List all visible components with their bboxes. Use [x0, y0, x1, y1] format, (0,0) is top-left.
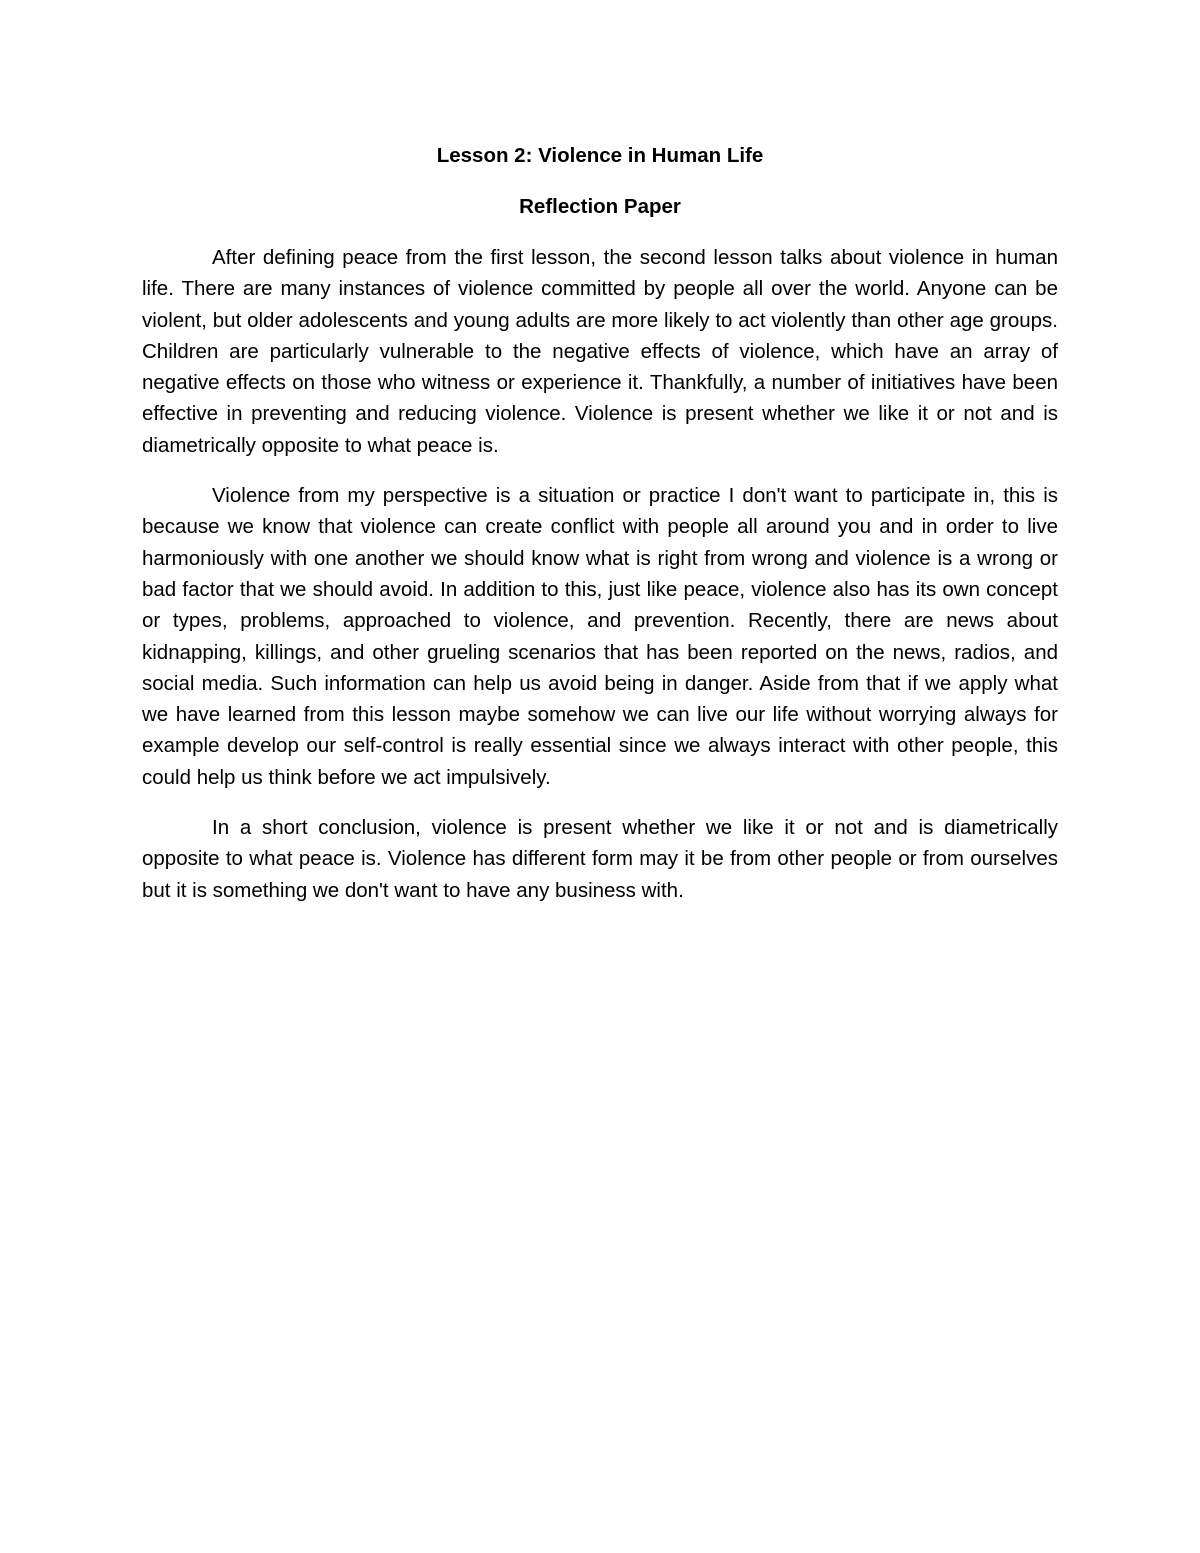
document-body — [142, 141, 1058, 906]
page-subtitle: Reflection Paper — [519, 195, 681, 218]
paragraph-2: Violence from my perspective is a situation or practice I don't want to participate in, this is because we know that violence can create conflict with people all around you and in order to live harmoniously with one another we should know what is right from wrong and violence is a wrong or bad factor that we should avoid. In addition to this, just like peace, violence also has its own concept or types, problems, approached to violence, and prevention. Recently, there are news about kidnapping, killings, and other grueling scenarios that has been reported on the news, radios, and social media. Such information can help us avoid being in danger. Aside from that if we apply what we have learned from this lesson maybe somehow we can live our life without worrying always for example develop our self-control is really essential since we always interact with other people, this could help us think before we act impulsively. — [142, 484, 1058, 789]
paragraph-1: After defining peace from the first lesson, the second lesson talks about violence in human life. There are many instances of violence committed by people all over the world. Anyone can be violent, but older adolescents and young adults are more likely to act violently than other age groups. Children are particularly vulnerable to the negative effects of violence, which have an array of negative effects on those who witness or experience it. Thankfully, a number of initiatives have been effective in preventing and reducing violence. Violence is present whether we like it or not and is diametrically opposite to what peace is. — [142, 246, 1058, 457]
paragraph-3: In a short conclusion, violence is present whether we like it or not and is diametrically opposite to what peace is. Violence has different form may it be from other people or from ourselves but it is something we don't want to have any business with. — [142, 816, 1058, 902]
page-title: Lesson 2: Violence in Human Life — [436, 144, 764, 167]
